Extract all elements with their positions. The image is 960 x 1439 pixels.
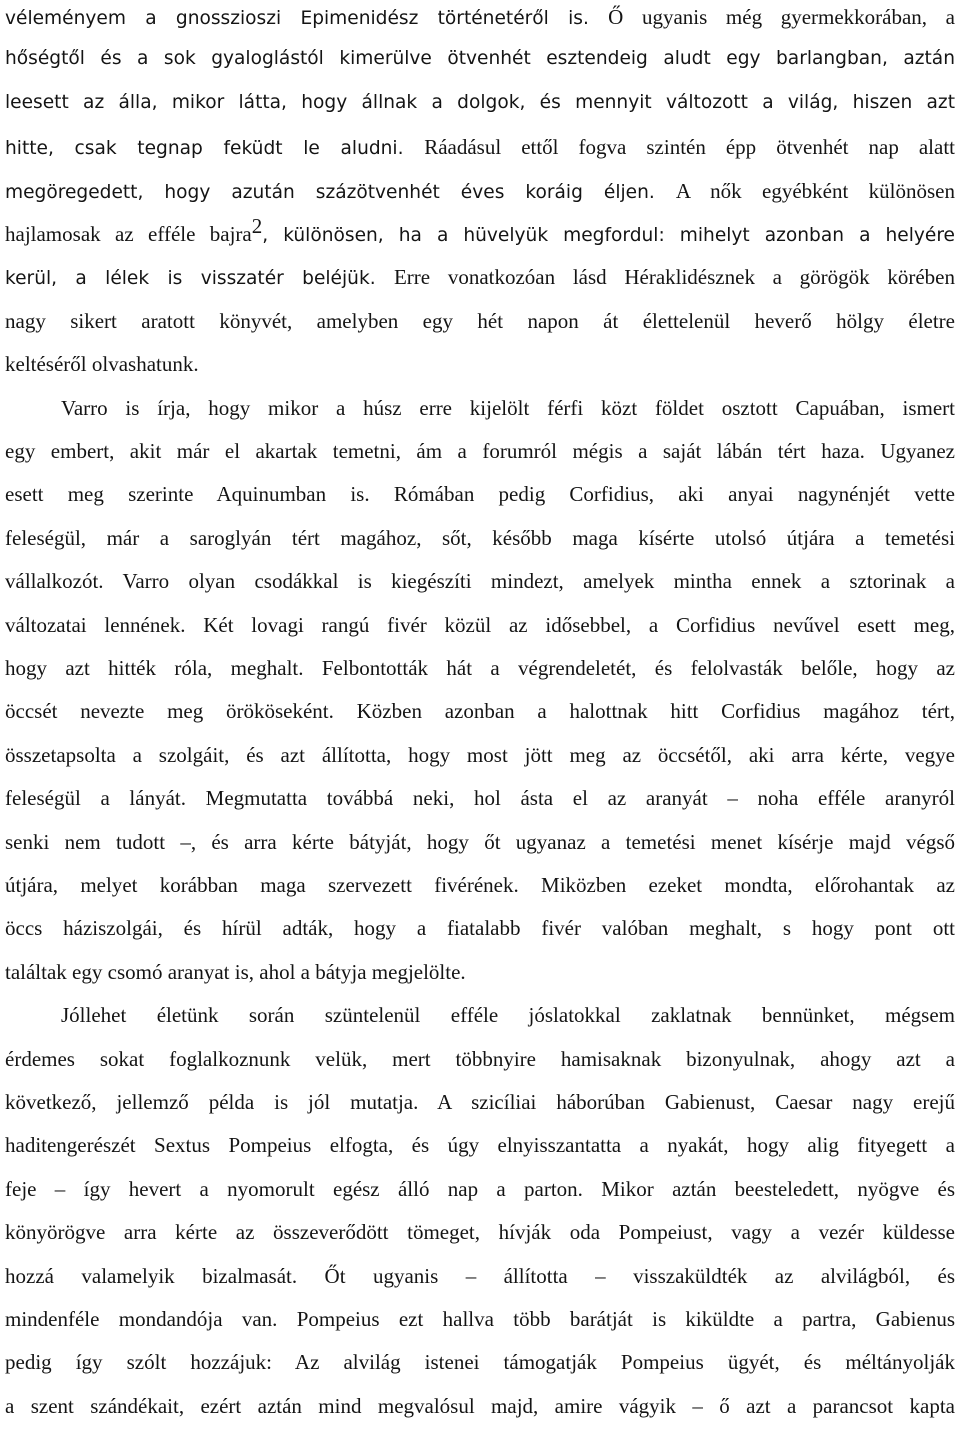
text-line (5, 788, 955, 831)
line-text: változatai lennének. Két lovagi rangú fivér közül az idősebbel, a Corfidius nevűvel esett meg, (5, 612, 955, 637)
line-text: hőségtől és a sok gyaloglástól kimerülve ötvenhét esztendeig aludt egy barlangban, aztán (5, 48, 955, 70)
text-line (5, 829, 955, 875)
text-line (5, 441, 955, 484)
text-line (5, 7, 955, 50)
text-line (5, 571, 955, 614)
text-line (5, 308, 955, 354)
line-text: könyörögve arra kérte az összeverődött tömeget, hívják oda Pompeiust, vagy a vezér küldesse (5, 1220, 955, 1245)
line-text: egy embert, akit már el akartak temetni, ám a forumról mégis a saját lábán tért haza. Ugyanez (5, 439, 955, 463)
line-text (5, 214, 955, 246)
line-text: a szent szándékait, ezért aztán mind megvalósul majd, amire vágyik – ő azt a parancsot kapta (5, 1393, 955, 1418)
text-line (5, 742, 955, 788)
line-text: feleségül, már a saroglyán tért magához, sőt, később maga kísérte utolsó útjára a temetési (5, 525, 955, 550)
footnote-marker: 2 (251, 214, 263, 238)
line-text: leesett az álla, mikor látta, hogy állnak a dolgok, és mennyit változott a világ, hiszen azt (5, 91, 955, 113)
text-line (5, 1309, 955, 1352)
line-text (5, 137, 955, 159)
line-segment: véleményem a gnosszioszi Epimenidész történetéről is. (5, 8, 609, 29)
line-text: öccs háziszolgái, és hírül adták, hogy a fiatalabb fivér valóban meghalt, s hogy pont ott (5, 916, 955, 941)
text-line (5, 1352, 955, 1395)
line-text: hogy azt hitték róla, meghalt. Felbontották hát a végrendeletét, és felolvasták belőle, hogy az (5, 656, 955, 680)
line-text (5, 7, 955, 29)
text-line (5, 50, 955, 93)
line-segment: A nők egyébként különösen (675, 178, 955, 203)
line-text: feleségül a lányát. Megmutatta továbbá neki, hol ásta el az aranyát – noha efféle aranyról (5, 786, 955, 811)
text-line (5, 1005, 955, 1048)
line-segment: hitte, csak tegnap feküdt le aludni. (5, 138, 425, 160)
line-text: senki nem tudott –, és arra kérte bátyját, hogy őt ugyanaz a temetési menet kísérje majd végső (5, 829, 955, 854)
text-line (5, 137, 955, 180)
line-text (5, 267, 955, 289)
line-text: öccsét nevezte meg örököseként. Közben azonban a halottnak hitt Corfidius magához tért, (5, 699, 955, 724)
text-line (5, 354, 955, 397)
text-line (5, 178, 955, 224)
line-text: Varro is írja, hogy mikor a húsz erre kijelölt férfi közt földet osztott Capuában, ismert (61, 395, 955, 420)
line-text (5, 178, 955, 203)
text-line (5, 267, 955, 310)
text-line (5, 484, 955, 527)
line-text: mindenféle mondandója van. Pompeius ezt hallva több barátját is kiküldte a partra, Gabienus (5, 1307, 955, 1331)
line-segment: kerül, a lélek is visszatér beléjük. (5, 268, 394, 290)
text-line (5, 1135, 955, 1178)
line-segment: Ráadásul ettől fogva szintén épp ötvenhét nap alatt (424, 135, 955, 160)
text-line (5, 918, 955, 961)
text-line (5, 214, 955, 267)
line-text: összetapsolta a szolgáit, és azt állította, hogy most jött meg az öccsétől, aki arra kérte, vegye (5, 742, 955, 767)
line-text: pedig így szólt hozzájuk: Az alvilág istenei támogatják Pompeius ügyét, és méltányolják (5, 1350, 955, 1375)
line-text: útjára, melyet korábban maga szervezett fivérének. Miközben ezeket mondta, előrohantak az (5, 873, 955, 897)
line-text: nagy sikert aratott könyvét, amelyben egy hét napon át élettelenül heverő hölgy életre (5, 308, 955, 333)
line-segment: Ő ugyanis még gyermekkorában, a (608, 5, 956, 29)
line-text: következő, jellemző példa is jól mutatja. A szicíliai háborúban Gabienust, Caesar nagy erejű (5, 1090, 955, 1114)
text-line (5, 658, 955, 701)
line-text: hozzá valamelyik bizalmasát. Őt ugyanis – állította – visszaküldték az alvilágból, és (5, 1263, 955, 1288)
line-segment: megöregedett, hogy azután százötvenhét éves koráig éljen. (5, 181, 676, 203)
text-line (5, 701, 955, 744)
text-line (5, 91, 955, 137)
line-text: keltéséről olvashatunk. (5, 352, 199, 377)
text-line (5, 1176, 955, 1222)
text-line (5, 395, 955, 441)
text-line (5, 1092, 955, 1135)
text-line (5, 525, 955, 571)
line-segment: , különösen, ha a hüvelyük megfordul: mihelyt azonban a helyére (262, 225, 955, 246)
text-line (5, 959, 955, 1005)
line-text: érdemes sokat foglalkoznunk velük, mert többnyire hamisaknak bizonyulnak, ahogy azt a (5, 1046, 955, 1071)
text-line (5, 1046, 955, 1092)
line-text: vállalkozót. Varro olyan csodákkal is kiegészíti mindezt, amelyek mintha ennek a sztorinak a (5, 569, 955, 594)
line-segment: Erre vonatkozóan lásd Héraklidésznek a görögök körében (393, 265, 955, 290)
text-line (5, 875, 955, 918)
text-line (5, 1393, 955, 1439)
line-text: Jóllehet életünk során szüntelenül efféle jóslatokkal zaklatnak bennünket, mégsem (61, 1003, 955, 1028)
line-text: haditengerészét Sextus Pompeius elfogta, és úgy elnyisszantatta a nyakát, hogy alig fityegett a (5, 1133, 955, 1158)
line-text: feje – így hevert a nyomorult egész álló nap a parton. Mikor aztán beesteledett, nyögve és (5, 1176, 955, 1201)
text-line (5, 612, 955, 658)
line-segment: hajlamosak az efféle bajra (5, 222, 252, 246)
line-text: esett meg szerinte Aquinumban is. Rómában pedig Corfidius, aki anyai nagynénjét vette (5, 482, 955, 507)
text-line (5, 1222, 955, 1265)
line-text: találtak egy csomó aranyat is, ahol a bátyja megjelölte. (5, 959, 466, 984)
text-line (5, 1263, 955, 1309)
